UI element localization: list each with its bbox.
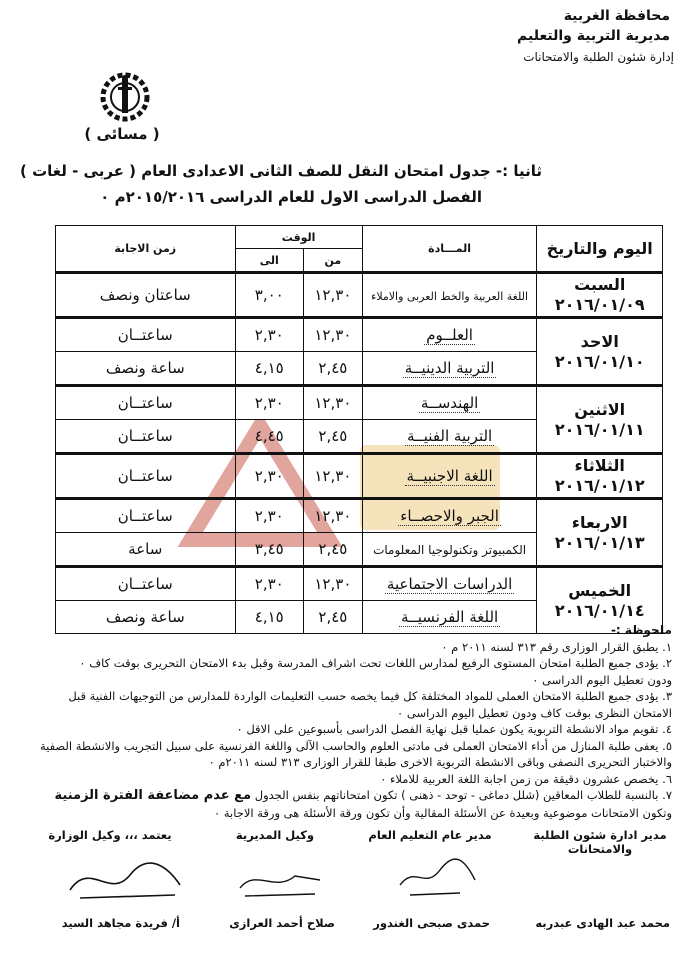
table-row	[56, 454, 663, 499]
duration-cell: ساعتان ونصف	[56, 273, 236, 318]
note-item: ٥. يعفى طلبة المنازل من أداء الامتحان العملى فى مادتى العلوم والحاسب الآلى واللغة الفرنسية على سبيل التجريب والانشطة الصفية	[39, 738, 672, 753]
notes-heading: ملحوظة :-	[610, 623, 672, 637]
duration-cell: ساعتــان	[56, 420, 236, 454]
subject-cell: التربية الدينيــة	[362, 352, 537, 386]
to-cell: ٢,٣٠	[235, 318, 304, 352]
table-row	[56, 318, 663, 352]
evening-shift-label: ( مسائى )	[84, 125, 160, 143]
table-row	[56, 567, 663, 601]
to-cell: ٢,٣٠	[235, 454, 304, 499]
duration-cell: ساعتــان	[56, 318, 236, 352]
from-cell: ١٢,٣٠	[304, 499, 363, 533]
signature-name: محمد عبد الهادى عبدربه	[535, 916, 670, 930]
duration-cell: ساعة ونصف	[56, 352, 236, 386]
signature-name: حمدى صبحى الغندور	[373, 916, 490, 930]
duration-cell: ساعة ونصف	[56, 601, 236, 634]
day-date: ٢٠١٦/٠١/٠٩	[554, 295, 645, 314]
day-date: ٢٠١٦/٠١/١٣	[554, 532, 645, 552]
header-to: الى	[235, 249, 304, 273]
duration-cell: ساعتــان	[56, 499, 236, 533]
note-item: ودون تعطيل اليوم الدراسى ٠	[532, 672, 672, 687]
day-cell	[537, 454, 663, 499]
subject-cell: اللغة الاجنبيــة	[362, 454, 537, 499]
day-cell	[537, 499, 663, 567]
governorate-label: محافظة الغربية	[563, 8, 670, 24]
note-item: ٢. يؤدى جميع الطلبة امتحان المستوى الرفيع لمدارس اللغات تحت اشراف المدرسة وقبل بدء الامتحان التحريرى بوقت كاف ٠	[79, 656, 672, 670]
signature-ministry-deputy	[20, 828, 200, 930]
from-cell: ١٢,٣٠	[304, 386, 363, 420]
from-cell: ١٢,٣٠	[304, 567, 363, 601]
to-cell: ٢,٣٠	[235, 499, 304, 533]
note-item: الامتحان النظرى بوقت كاف ودون تعطيل اليوم الدراسى ٠	[397, 705, 672, 720]
signature-name: أ/ فريدة مجاهد السيد	[61, 916, 180, 930]
day-name: الخميس	[568, 580, 632, 600]
day-cell	[537, 386, 663, 454]
header-time: الوقت	[235, 226, 362, 249]
day-date: ٢٠١٦/٠١/١٠	[554, 351, 645, 371]
to-cell: ٢,٣٠	[235, 567, 304, 601]
to-cell: ٣,٠٠	[235, 273, 304, 318]
day-cell	[537, 318, 663, 386]
table-row	[56, 273, 663, 318]
from-cell: ٢,٤٥	[304, 420, 363, 454]
note-item-7	[17, 787, 672, 805]
note-number: ٧.	[662, 788, 672, 802]
day-name: السبت	[574, 275, 626, 294]
from-cell: ١٢,٣٠	[304, 318, 363, 352]
from-cell: ٢,٤٥	[304, 601, 363, 634]
duration-cell: ساعتــان	[56, 567, 236, 601]
subject-cell: العلــوم	[362, 318, 537, 352]
handwritten-signature-icon	[235, 858, 325, 903]
subject-cell: اللغة العربية والخط العربى والاملاء	[362, 273, 537, 318]
table-row	[56, 386, 663, 420]
note-emphasis: مع عدم مضاعفة الفترة الزمنية	[54, 788, 252, 803]
subject-cell: الكمبيوتر وتكنولوجيا المعلومات	[362, 533, 537, 567]
notes-section	[17, 622, 672, 821]
day-name: الاحد	[580, 331, 619, 351]
duration-cell: ساعتــان	[56, 386, 236, 420]
subject-cell: اللغة الفرنسيــة	[362, 601, 537, 634]
subject-cell: الهندســة	[362, 386, 537, 420]
day-name: الاربعاء	[571, 512, 628, 532]
duration-cell: ساعتــان	[56, 454, 236, 499]
note-text: بالنسبة للطلاب المعاقين (شلل دماغى - توحد - ذهنى ) تكون امتحاناتهم بنفس الجدول	[254, 788, 659, 802]
from-cell: ١٢,٣٠	[304, 273, 363, 318]
subject-cell: الدراسات الاجتماعية	[362, 567, 537, 601]
header-from: من	[304, 249, 363, 273]
from-cell: ١٢,٣٠	[304, 454, 363, 499]
day-cell	[537, 273, 663, 318]
handwritten-signature-icon	[60, 850, 190, 910]
from-cell: ٢,٤٥	[304, 352, 363, 386]
signature-title: مدير ادارة شئون الطلبة والامتحانات	[533, 828, 667, 856]
note-item: ٦. يخصص عشرون دقيقة من زمن اجابة اللغة العربية للاملاء ٠	[380, 771, 672, 786]
note-item: ٤. تقويم مواد الانشطة التربوية يكون عمليا قبل نهاية الفصل الدراسى بأسبوعين على الاقل ٠	[236, 722, 672, 736]
header-subject: المـــادة	[362, 226, 537, 273]
day-date: ٢٠١٦/٠١/١٢	[554, 476, 645, 495]
semester-subtitle: الفصل الدراسى الاول للعام الدراسى ٢٠١٥/٢٠١٦م ٠	[100, 188, 482, 206]
from-cell: ٢,٤٥	[304, 533, 363, 567]
department-label: إدارة شئون الطلبة والامتحانات	[523, 50, 674, 64]
header-duration: زمن الاجابة	[56, 226, 236, 273]
signature-general-director	[360, 828, 500, 930]
signature-deputy-directorate	[215, 828, 335, 930]
to-cell: ٤,١٥	[235, 601, 304, 634]
table-row	[56, 499, 663, 533]
duration-cell: ساعة	[56, 533, 236, 567]
day-name: الاثنين	[574, 399, 626, 419]
schedule-title: ثانيا :- جدول امتحان النقل للصف الثانى الاعدادى العام ( عربى - لغات )	[20, 162, 542, 180]
note-item: ١. يطبق القرار الوزارى رقم ٣١٣ لسنه ٢٠١١ م ٠	[441, 639, 672, 654]
to-cell: ٤,١٥	[235, 352, 304, 386]
subject-cell: التربية الفنيــة	[362, 420, 537, 454]
signature-title: وكيل المديرية	[235, 828, 315, 842]
subject-cell: الجبر والاحصــاء	[362, 499, 537, 533]
signature-title: مدير عام التعليم العام	[368, 828, 492, 842]
to-cell: ٤,٤٥	[235, 420, 304, 454]
signature-name: صلاح أحمد العرازى	[229, 916, 335, 930]
note-item: والاختبار التحريرى النصفى وباقى الانشطة التربوية الاخرى طبقا للقرار الوزارى ٣١٣ لسنه ٢٠١١م ٠	[208, 755, 672, 769]
day-date: ٢٠١٦/٠١/١٤	[554, 600, 645, 620]
handwritten-signature-icon	[390, 850, 480, 905]
to-cell: ٢,٣٠	[235, 386, 304, 420]
signatures-block	[20, 828, 680, 948]
day-name: الثلاثاء	[574, 456, 625, 475]
signature-title: يعتمد ،،، وكيل الوزارة	[48, 828, 172, 842]
note-item: وتكون الامتحانات موضوعية وبعيدة عن الأسئلة المقالية وأن تكون ورقة الأسئلة هى ورقة الاجابة ٠	[214, 805, 672, 820]
note-item: ٣. يؤدى جميع الطلبة الامتحان العملى للمواد المختلفة كل فيما يخصه حسب التعليمات الواردة للمدارس من التوجيهات الفنية قبل	[68, 689, 672, 703]
signature-exams-director	[520, 828, 680, 930]
header-day-date: اليوم والتاريخ	[537, 226, 663, 273]
exam-schedule-table	[55, 225, 663, 634]
directorate-label: مديرية التربية والتعليم	[517, 28, 670, 44]
to-cell: ٣,٤٥	[235, 533, 304, 567]
day-date: ٢٠١٦/٠١/١١	[554, 419, 645, 439]
